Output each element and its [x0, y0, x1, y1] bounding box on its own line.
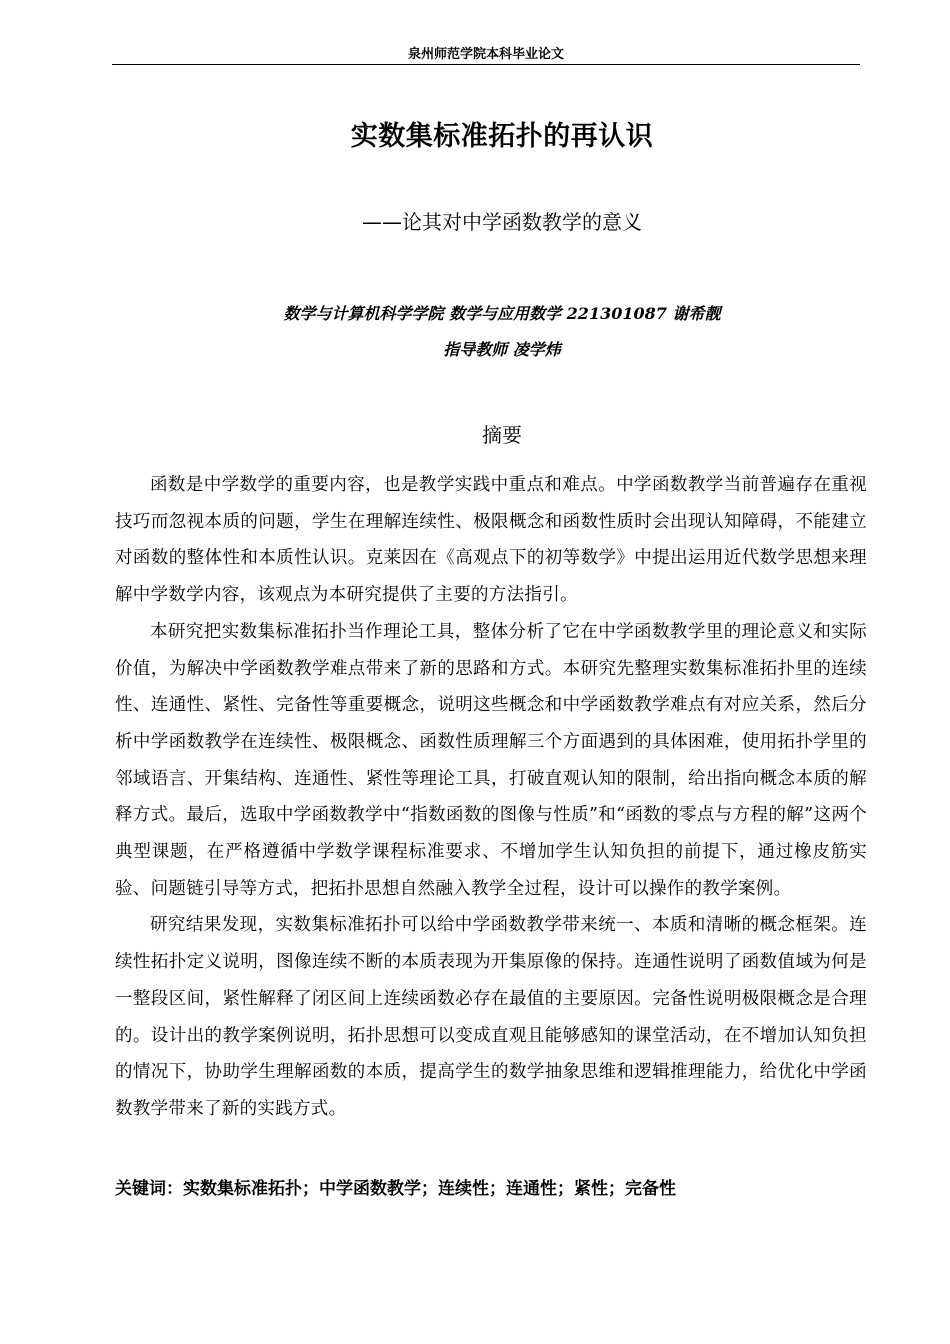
abstract-body [115, 467, 867, 1128]
keywords-line: 关键词：实数集标准拓扑；中学函数教学；连续性；连通性；紧性；完备性 [115, 1179, 676, 1199]
author-info: 数学与计算机科学学院 数学与应用数学 221301087 谢希靓 [283, 304, 721, 323]
header-rule [112, 64, 860, 65]
abstract-paragraph-2: 本研究把实数集标准拓扑当作理论工具，整体分析了它在中学函数教学里的理论意义和实际价值，为解决中学函数教学难点带来了新的思路和方式。本研究先整理实数集标准拓扑里的连续性、连通性、紧性、完备性等重要概念，说明这些概念和中学函数教学难点有对应关系，然后分析中学函数教学在连续性、极限概念、函数性质理解三个方面遇到的具体困难，使用拓扑学里的邻域语言、开集结构、连通性、紧性等理论工具，打破直观认知的限制，给出指向概念本质的解释方式。最后，选取中学函数教学中“指数函数的图像与性质”和“函数的零点与方程的解”这两个典型课题，在严格遵循中学数学课程标准要求、不增加学生认知负担的前提下，通过橡皮筋实验、问题链引导等方式，把拓扑思想自然融入教学全过程，设计可以操作的教学案例。 [115, 621, 867, 899]
advisor-info: 指导教师 凌学炜 [443, 340, 561, 359]
running-header: 泉州师范学院本科毕业论文 [407, 47, 564, 62]
abstract-heading: 摘要 [482, 423, 522, 447]
paper-subtitle: ——论其对中学函数教学的意义 [362, 210, 642, 234]
abstract-paragraph-1: 函数是中学数学的重要内容，也是教学实践中重点和难点。中学函数教学当前普遍存在重视技巧而忽视本质的问题，学生在理解连续性、极限概念和函数性质时会出现认知障碍，不能建立对函数的整体性和本质性认识。克莱因在《高观点下的初等数学》中提出运用近代数学思想来理解中学数学内容，该观点为本研究提供了主要的方法指引。 [115, 475, 867, 606]
abstract-paragraph-3: 研究结果发现，实数集标准拓扑可以给中学函数教学带来统一、本质和清晰的概念框架。连续性拓扑定义说明，图像连续不断的本质表现为开集原像的保持。连通性说明了函数值域为何是一整段区间，紧性解释了闭区间上连续函数必存在最值的主要原因。完备性说明极限概念是合理的。设计出的教学案例说明，拓扑思想可以变成直观且能够感知的课堂活动，在不增加认知负担的情况下，协助学生理解函数的本质，提高学生的数学抽象思维和逻辑推理能力，给优化中学函数教学带来了新的实践方式。 [115, 915, 867, 1119]
paper-title: 实数集标准拓扑的再认识 [350, 121, 654, 152]
